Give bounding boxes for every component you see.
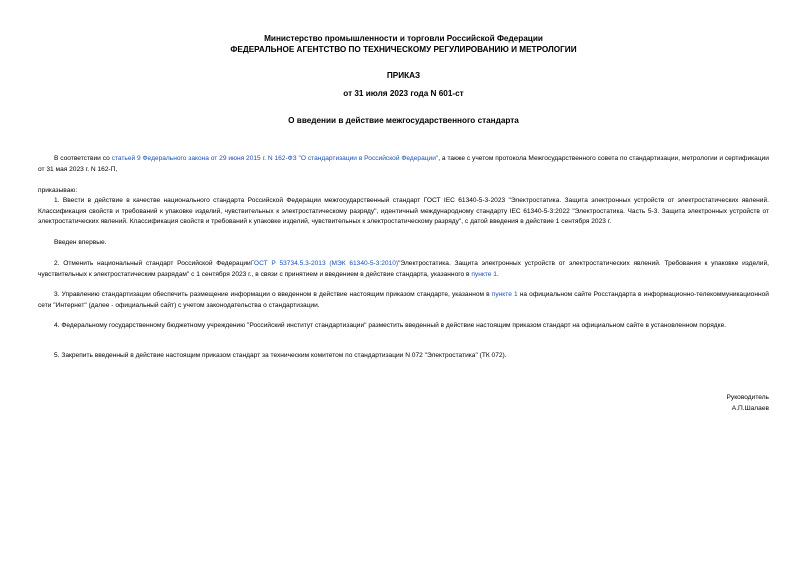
item-2-text-start: 2. Отменить национальный стандарт Российской Федерации bbox=[54, 260, 251, 267]
item-3-paragraph bbox=[38, 290, 769, 311]
item-1-ref-link[interactable]: пункте 1 bbox=[471, 270, 497, 278]
agency-heading: ФЕДЕРАЛЬНОЕ АГЕНТСТВО ПО ТЕХНИЧЕСКОМУ РЕГУЛИРОВАНИЮ И МЕТРОЛОГИИ bbox=[230, 45, 577, 54]
item-3-text-start: 3. Управлению стандартизации обеспечить размещение информации о введенном в действие настоящим приказом стандарте, указанном в bbox=[54, 291, 492, 298]
intro-text-end: , а также с учетом протокола Межгосударственного совета по стандартизации, метрологии и сертификации от 31 мая 2023 г. N 162-П, bbox=[38, 155, 769, 173]
item-2-text-middle: "Электростатика. Защита электронных устройств от электростатических явлений. Требования к упаковке изделий, чувствительных к электростатическим разрядам" с 1 сентября 2023 г., в связи с принятием и введением в действие стандарта, указанного в bbox=[38, 260, 769, 278]
decree-word: приказываю: bbox=[38, 187, 78, 194]
item-4-paragraph: 4. Федеральному государственному бюджетному учреждению "Российский институт стандартизации" разместить введенный в действие настоящим приказом стандарт на официальном сайте в установленном порядке. bbox=[54, 322, 727, 329]
item-5-paragraph: 5. Закрепить введенный в действие настоящим приказом стандарт за техническим комитетом по стандартизации N 072 "Электростатика" (ТК 072). bbox=[54, 352, 507, 359]
item-3-text-end: на официальном сайте Росстандарта в информационно-телекоммуникационной сети "Интернет" (далее - официальный сайт) с учетом законодательства о стандартизации. bbox=[38, 291, 769, 309]
ministry-heading: Министерство промышленности и торговли Российской Федерации bbox=[264, 34, 543, 43]
signature-name: А.П.Шалаев bbox=[731, 405, 769, 412]
order-date: от 31 июля 2023 года N 601-ст bbox=[343, 89, 464, 98]
item-1-ref-link-2[interactable]: пункте 1 bbox=[491, 291, 518, 298]
introduced-first-note: Введен впервые. bbox=[54, 239, 107, 246]
item-2-text-end: . bbox=[496, 270, 499, 278]
federal-law-link[interactable]: статьей 9 Федерального закона от 29 июня 2015 г. N 162-ФЗ "О стандартизации в Российской Федерации" bbox=[111, 155, 439, 162]
item-1-paragraph: 1. Ввести в действие в качестве национального стандарта Российской Федерации межгосударственный стандарт ГОСТ IEC 61340-5-3-2023 "Электростатика. Защита электронных устройств от электростатических явлений. Классификация свойств и требований к упаковке изделий, чувствительных к электростатическому разряду", идентичный международному стандарту IEC 61340-5-3:2022 "Электростатика. Часть 5-3. Защита электронных устройств от электростатических явлений. Классификация свойств и требований к упаковке изделий, чувствительных к электростатическому разряду", с датой введения в действие 1 сентября 2023 г. bbox=[38, 197, 769, 226]
signature-position: Руководитель bbox=[726, 394, 769, 401]
order-title: ПРИКАЗ bbox=[386, 71, 421, 80]
intro-text-start: В соответствии со bbox=[54, 155, 112, 162]
gost-r-link[interactable]: ГОСТ Р 53734.5.3-2013 (МЭК 61340-5-3:2010) bbox=[250, 260, 399, 267]
item-2-paragraph bbox=[38, 259, 769, 280]
order-subject: О введении в действие межгосударственного стандарта bbox=[288, 116, 519, 125]
intro-paragraph bbox=[38, 154, 769, 175]
